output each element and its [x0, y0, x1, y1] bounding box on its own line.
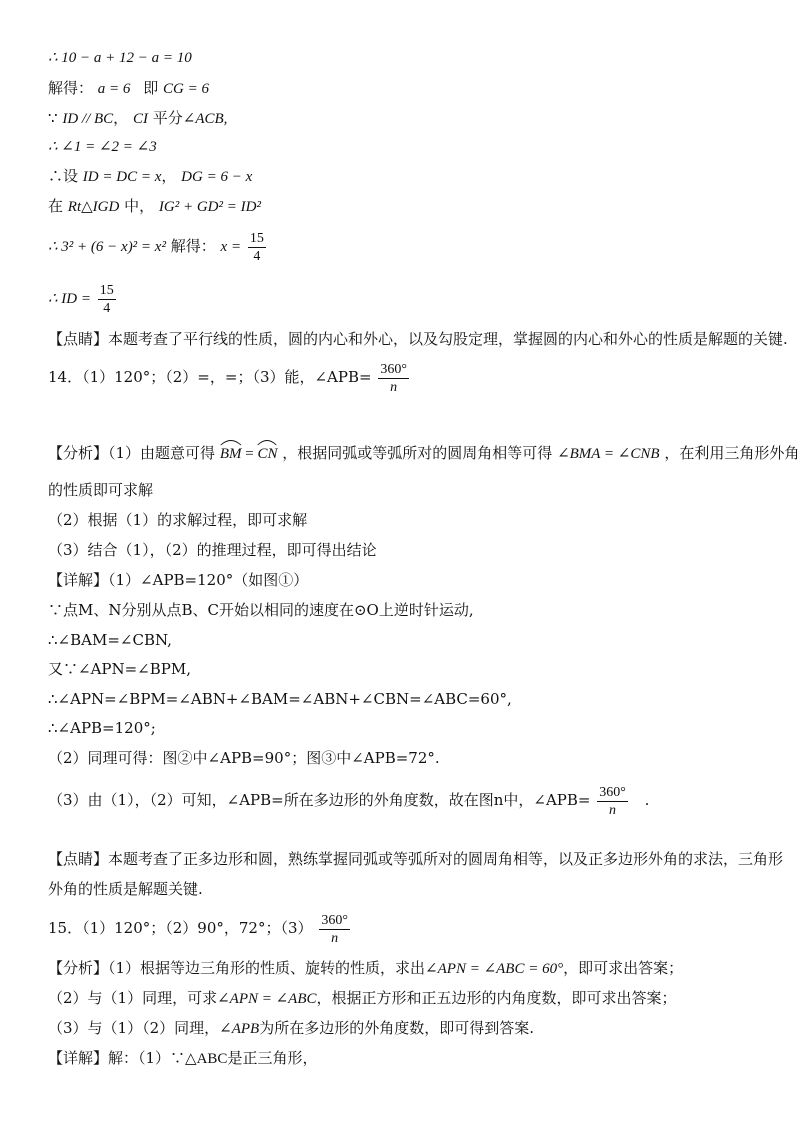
- p13-line-8-fraction: [98, 282, 116, 317]
- p14-detail-8-a: （3）由（1），（2）可知，∠APB=所在多边形的外角度数，故在图n中，∠APB=: [48, 791, 591, 809]
- fraction-numerator: 360°: [321, 912, 348, 928]
- p14-analysis-line-4: （3）结合（1），（2）的推理过程，即可得出结论: [48, 541, 377, 559]
- p13-line-5-a: ∴设: [48, 167, 79, 185]
- p13-line-5-c: ，: [161, 167, 177, 185]
- arc-bm: [220, 438, 242, 464]
- p14-detail-line-7: （2）同理可得：图②中∠APB=90°；图③中∠APB=72°.: [48, 749, 440, 767]
- p13-line-7-c: x =: [220, 239, 242, 255]
- p15-analysis-3-a: （3）与（1）（2）同理，: [48, 1019, 220, 1037]
- p13-line-3-f: ∠ACB,: [182, 111, 228, 127]
- p15-analysis-2-c: ，根据正方形和正五边形的内角度数，即可求出答案；: [316, 989, 677, 1007]
- p13-line-3-e: 平分: [152, 109, 183, 127]
- p14-analysis-b: ，根据同弧或等弧所对的圆周角相等可得: [282, 444, 553, 462]
- p13-line-7-b: 解得：: [170, 237, 216, 255]
- p15-analysis-1-c: ，即可求出答案；: [563, 959, 684, 977]
- p13-line-6-a: 在: [48, 197, 64, 215]
- p14-comment-line-1: 【点睛】本题考查了正多边形和圆，熟练掌握同弧或等弧所对的圆周角相等，以及正多边形外角的求法，三角形: [48, 850, 784, 868]
- fraction-denominator: n: [390, 379, 398, 395]
- p13-comment: 【点睛】本题考查了平行线的性质，圆的内心和外心，以及勾股定理，掌握圆的内心和外心的性质是解题的关键.: [48, 330, 788, 348]
- p13-line-3-a: ∵: [48, 109, 58, 127]
- p14-answer-text: 14．（1）120°；（2）=，=；（3）能，∠APB=: [48, 368, 372, 386]
- p15-analysis-2-a: （2）与（1）同理，可求: [48, 989, 218, 1007]
- p14-detail-8-b: .: [644, 791, 650, 809]
- p14-detail-line-4: 又∵∠APN=∠BPM,: [48, 660, 191, 678]
- p14-analysis-d: ，在利用三角形外角: [664, 444, 800, 462]
- fraction-numerator: 360°: [599, 784, 626, 800]
- p15-detail-line-1: [48, 1048, 317, 1069]
- p13-line-2-a: 解得：: [48, 79, 94, 97]
- p15-analysis-1-a: 【分析】（1）根据等边三角形的性质、旋转的性质，求出: [48, 959, 426, 977]
- p14-detail-line-1: 【详解】（1）∠APB=120°（如图①）: [48, 571, 309, 589]
- p15-answer-header: [48, 908, 352, 948]
- p14-answer-fraction: [378, 361, 409, 396]
- p15-analysis-line-1: [48, 958, 683, 979]
- p14-detail-line-5: ∴∠APN=∠BPM=∠ABN+∠BAM=∠ABN+∠CBN=∠ABC=60°,: [48, 690, 512, 708]
- arc-cn: [257, 438, 277, 464]
- p15-detail-1-c: 是正三角形，: [227, 1049, 318, 1067]
- p13-line-7-a: ∴ 3² + (6 − x)² = x²: [48, 239, 166, 255]
- arc-equals: =: [241, 446, 258, 462]
- p13-line-2-b: a = 6: [97, 81, 131, 97]
- p13-line-3-b: ID // BC: [62, 111, 114, 127]
- fraction-denominator: 4: [253, 248, 261, 264]
- p13-line-3-d: CI: [132, 111, 148, 127]
- p13-line-6-c: 中，: [124, 197, 155, 215]
- p15-analysis-1-b: ∠APN = ∠ABC = 60°: [425, 961, 564, 977]
- p13-line-5: [48, 166, 252, 187]
- p15-answer-fraction: [319, 912, 350, 947]
- p14-answer-header: [48, 357, 411, 397]
- p14-analysis-a: 【分析】（1）由题意可得: [48, 444, 216, 462]
- p13-line-6-d: IG² + GD² = ID²: [158, 199, 261, 215]
- p14-analysis-line-2: 的性质即可求解: [48, 481, 154, 499]
- p13-line-2: [48, 78, 209, 99]
- fraction-denominator: n: [609, 802, 617, 818]
- fraction-numerator: 360°: [380, 361, 407, 377]
- p13-line-5-b: ID = DC = x: [82, 169, 162, 185]
- p14-detail-line-8: [48, 780, 649, 820]
- p15-analysis-line-2: [48, 988, 677, 1009]
- fraction-numerator: 15: [99, 282, 114, 298]
- p13-line-6: [48, 196, 261, 217]
- fraction-denominator: n: [331, 930, 339, 946]
- p14-detail-8-fraction: [597, 784, 628, 819]
- p15-analysis-line-3: [48, 1018, 534, 1039]
- fraction-numerator: 15: [249, 230, 264, 246]
- p14-comment-line-2: 外角的性质是解题关键.: [48, 880, 203, 898]
- arc-cn-label: CN: [257, 446, 278, 462]
- p14-analysis-c: ∠BMA = ∠CNB: [557, 446, 660, 462]
- arc-bm-label: BM: [219, 446, 242, 462]
- fraction-denominator: 4: [103, 300, 111, 316]
- p14-analysis-line-3: （2）根据（1）的求解过程，即可求解: [48, 511, 308, 529]
- p13-line-4: ∴ ∠1 = ∠2 = ∠3: [48, 139, 157, 155]
- p15-analysis-2-b: ∠APN = ∠ABC: [217, 991, 317, 1007]
- p13-line-3: [48, 108, 227, 129]
- p15-analysis-3-c: 为所在多边形的外角度数，即可得到答案.: [259, 1019, 534, 1037]
- p13-line-8-a: ∴ ID =: [48, 291, 91, 307]
- p13-line-2-d: CG = 6: [163, 81, 209, 97]
- p13-line-8: [48, 279, 118, 318]
- p13-line-6-b: Rt△IGD: [67, 199, 120, 215]
- p13-line-3-c: ，: [113, 109, 129, 127]
- p14-detail-line-2: ∵点M、N分别从点B、C开始以相同的速度在⊙O上逆时针运动,: [48, 601, 474, 619]
- p13-line-5-d: DG = 6 − x: [181, 169, 253, 185]
- p15-analysis-3-b: ∠APB: [219, 1021, 260, 1037]
- p15-detail-1-b: △ABC: [185, 1051, 228, 1067]
- p14-analysis-line-1: [48, 438, 799, 464]
- p13-line-1: ∴ 10 − a + 12 − a = 10: [48, 50, 192, 66]
- p13-line-2-c: 即: [143, 79, 159, 97]
- p13-line-7: [48, 227, 268, 266]
- p14-detail-line-6: ∴∠APB=120°;: [48, 719, 156, 737]
- p15-detail-1-a: 【详解】解：（1）∵: [48, 1049, 186, 1067]
- p14-detail-line-3: ∴∠BAM=∠CBN,: [48, 631, 172, 649]
- p13-line-7-fraction: [248, 230, 266, 265]
- p15-answer-text: 15．（1）120°；（2）90°，72°；（3）: [48, 919, 313, 937]
